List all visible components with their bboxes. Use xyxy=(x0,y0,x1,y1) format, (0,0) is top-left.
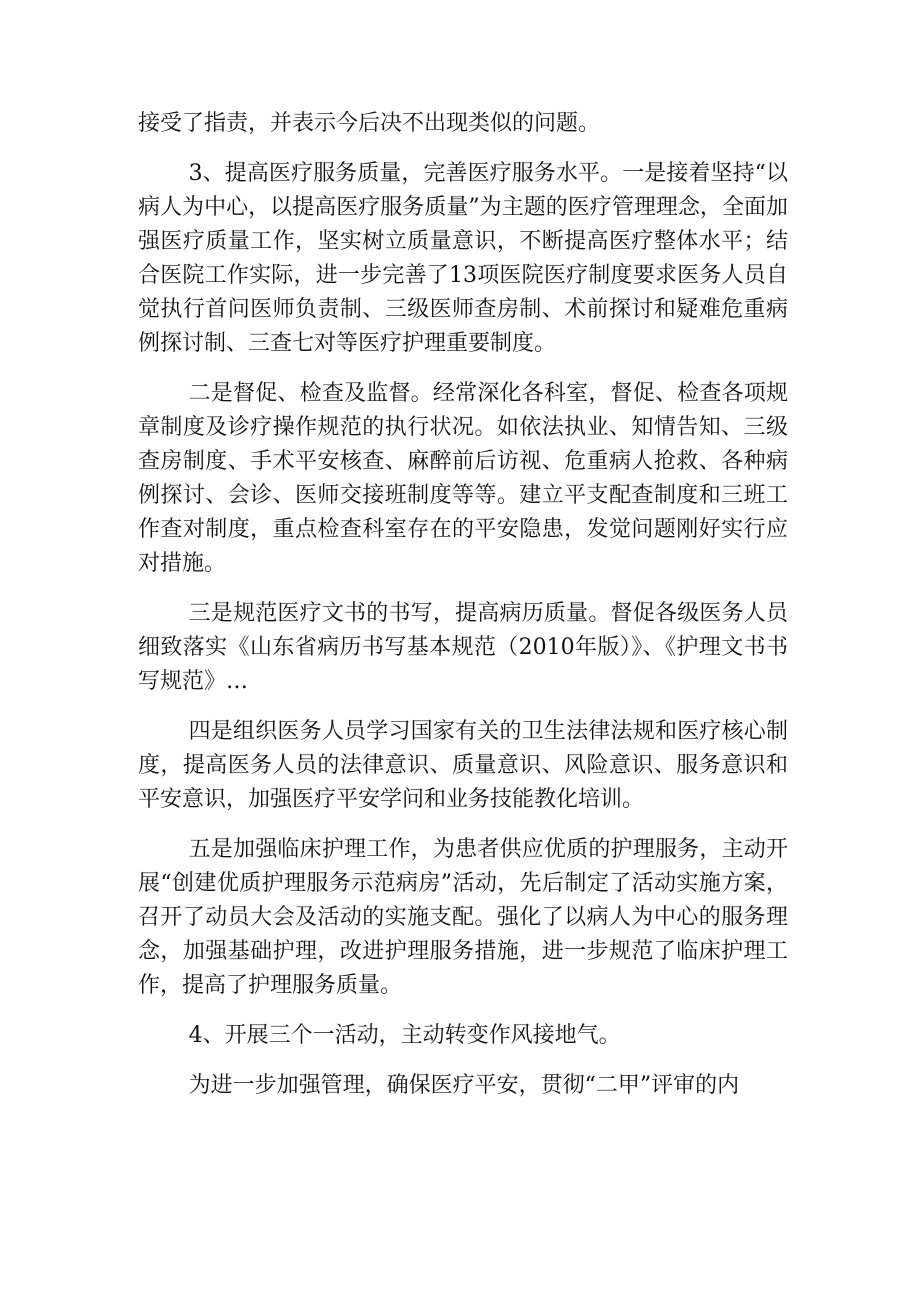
paragraph-point-4: 四是组织医务人员学习国家有关的卫生法律法规和医疗核心制度，提高医务人员的法律意识、质量意识、风险意识、服务意识和平安意识，加强医疗平安学问和业务技能教化培训。 xyxy=(138,719,788,812)
paragraph-intro: 为进一步加强管理，确保医疗平安，贯彻“二甲”评审的内 xyxy=(188,1073,740,1098)
paragraph-section-3: 3、提高医疗服务质量，完善医疗服务水平。一是接着坚持“以病人为中心，以提高医疗服务质量”为主题的医疗管理理念，全面加强医疗质量工作，坚实树立质量意识，不断提高医疗整体水平；结合医院工作实际，进一步完善了13项医院医疗制度要求医务人员自觉执行首问医师负责制、三级医师查房制、术前探讨和疑难危重病例探讨制、三查七对等医疗护理重要制度。 xyxy=(138,161,788,356)
paragraph-section-4: 4、开展三个一活动，主动转变作风接地气。 xyxy=(188,1023,621,1048)
paragraph-point-2: 二是督促、检查及监督。经常深化各科室，督促、检查各项规章制度及诊疗操作规范的执行状况。如依法执业、知情告知、三级查房制度、手术平安核查、麻醉前后访视、危重病人抢救、各种病例探讨、会诊、医师交接班制度等等。建立平支配查制度和三班工作查对制度，重点检查科室存在的平安隐患，发觉问题刚好实行应对措施。 xyxy=(138,381,788,576)
paragraph-continuation: 接受了指责，并表示今后决不出现类似的问题。 xyxy=(138,111,601,136)
paragraph-point-3: 三是规范医疗文书的书写，提高病历质量。督促各级医务人员细致落实《山东省病历书写基本规范（2010年版）》、《护理文书书写规范》… xyxy=(138,601,788,694)
paragraph-point-5: 五是加强临床护理工作，为患者供应优质的护理服务，主动开展“创建优质护理服务示范病房”活动，先后制定了活动实施方案，召开了动员大会及活动的实施支配。强化了以病人为中心的服务理念，加强基础护理，改进护理服务措施，进一步规范了临床护理工作，提高了护理服务质量。 xyxy=(138,837,788,998)
document-body xyxy=(138,107,788,1119)
